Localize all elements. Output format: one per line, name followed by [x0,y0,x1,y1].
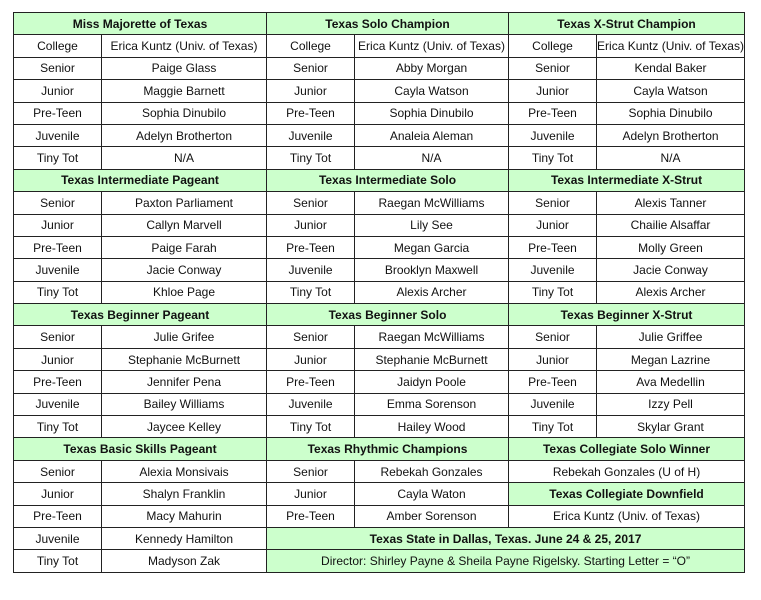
table-row [14,214,745,236]
winner-cell: Lily See [355,214,509,236]
winner-cell: Erica Kuntz (Univ. of Texas) [509,505,745,527]
winner-cell: Alexis Archer [355,281,509,303]
winner-cell: Rebekah Gonzales [355,460,509,482]
section-header: Texas Rhythmic Champions [267,438,509,460]
winner-cell: Paxton Parliament [102,192,267,214]
event-title: Texas State in Dallas, Texas. June 24 & 25, 2017 [267,527,745,549]
winner-cell: Paige Farah [102,236,267,258]
table-row [14,102,745,124]
category-cell: Junior [267,80,355,102]
category-cell: Pre-Teen [267,236,355,258]
winner-cell: Megan Garcia [355,236,509,258]
winner-cell: Alexia Monsivais [102,460,267,482]
category-cell: Tiny Tot [267,281,355,303]
category-cell: College [509,35,597,57]
table-row [14,80,745,102]
category-cell: Tiny Tot [14,550,102,572]
category-cell: Junior [267,483,355,505]
category-cell: Pre-Teen [14,102,102,124]
winner-cell: Rebekah Gonzales (U of H) [509,460,745,482]
category-cell: Pre-Teen [267,505,355,527]
category-cell: Junior [14,214,102,236]
table-row [14,13,745,35]
category-cell: Pre-Teen [14,371,102,393]
category-cell: Pre-Teen [509,236,597,258]
winner-cell: N/A [355,147,509,169]
directors-note: Director: Shirley Payne & Sheila Payne Rigelsky. Starting Letter = “O” [267,550,745,572]
section-header: Texas Intermediate X-Strut [509,169,745,191]
category-cell: Junior [267,214,355,236]
winner-cell: Callyn Marvell [102,214,267,236]
category-cell: Juvenile [14,124,102,146]
category-cell: Tiny Tot [509,416,597,438]
section-header: Miss Majorette of Texas [14,13,267,35]
category-cell: Senior [267,192,355,214]
results-table [13,12,745,573]
winner-cell: Sophia Dinubilo [355,102,509,124]
category-cell: Tiny Tot [267,147,355,169]
category-cell: Juvenile [14,259,102,281]
section-header: Texas Collegiate Solo Winner [509,438,745,460]
table-row [14,416,745,438]
winner-cell: Madyson Zak [102,550,267,572]
table-row [14,236,745,258]
section-header: Texas Beginner Pageant [14,304,267,326]
section-header: Texas Solo Champion [267,13,509,35]
winner-cell: Macy Mahurin [102,505,267,527]
winner-cell: Adelyn Brotherton [597,124,745,146]
winner-cell: Emma Sorenson [355,393,509,415]
category-cell: Juvenile [14,393,102,415]
category-cell: Tiny Tot [14,281,102,303]
category-cell: Junior [509,348,597,370]
table-row [14,550,745,572]
table-row [14,483,745,505]
winner-cell: Hailey Wood [355,416,509,438]
section-header: Texas Collegiate Downfield [509,483,745,505]
category-cell: Senior [267,57,355,79]
table-row [14,259,745,281]
winner-cell: Alexis Archer [597,281,745,303]
category-cell: Senior [14,57,102,79]
winner-cell: Raegan McWilliams [355,326,509,348]
category-cell: Pre-Teen [14,505,102,527]
winner-cell: N/A [102,147,267,169]
winner-cell: Cayla Waton [355,483,509,505]
winner-cell: Molly Green [597,236,745,258]
category-cell: Juvenile [267,124,355,146]
winner-cell: Ava Medellin [597,371,745,393]
category-cell: Junior [14,80,102,102]
section-header: Texas Intermediate Pageant [14,169,267,191]
category-cell: Juvenile [267,259,355,281]
winner-cell: Jaidyn Poole [355,371,509,393]
winner-cell: Kennedy Hamilton [102,527,267,549]
winner-cell: Erica Kuntz (Univ. of Texas) [102,35,267,57]
category-cell: Senior [267,326,355,348]
category-cell: Senior [14,460,102,482]
table-row [14,460,745,482]
category-cell: Junior [509,80,597,102]
section-header: Texas Beginner Solo [267,304,509,326]
winner-cell: Cayla Watson [597,80,745,102]
category-cell: Junior [267,348,355,370]
winner-cell: Jaycee Kelley [102,416,267,438]
table-row [14,326,745,348]
winner-cell: Maggie Barnett [102,80,267,102]
winner-cell: Kendal Baker [597,57,745,79]
table-row [14,281,745,303]
winner-cell: Raegan McWilliams [355,192,509,214]
category-cell: Juvenile [14,527,102,549]
category-cell: Junior [509,214,597,236]
table-row [14,124,745,146]
category-cell: Senior [14,326,102,348]
table-row [14,304,745,326]
table-row [14,438,745,460]
winner-cell: Megan Lazrine [597,348,745,370]
winner-cell: Izzy Pell [597,393,745,415]
table-row [14,527,745,549]
category-cell: Juvenile [509,259,597,281]
winner-cell: Paige Glass [102,57,267,79]
section-header: Texas X-Strut Champion [509,13,745,35]
category-cell: Tiny Tot [267,416,355,438]
category-cell: Pre-Teen [509,102,597,124]
table-row [14,393,745,415]
winner-cell: Erica Kuntz (Univ. of Texas) [355,35,509,57]
category-cell: Senior [509,192,597,214]
category-cell: Senior [509,57,597,79]
category-cell: Juvenile [509,124,597,146]
table-row [14,371,745,393]
category-cell: College [267,35,355,57]
table-row [14,147,745,169]
winner-cell: Cayla Watson [355,80,509,102]
winner-cell: Abby Morgan [355,57,509,79]
category-cell: Tiny Tot [509,281,597,303]
table-row [14,169,745,191]
winner-cell: Julie Griffee [597,326,745,348]
category-cell: Senior [267,460,355,482]
table-row [14,192,745,214]
category-cell: Senior [14,192,102,214]
category-cell: Juvenile [509,393,597,415]
winner-cell: Khloe Page [102,281,267,303]
section-header: Texas Intermediate Solo [267,169,509,191]
section-header: Texas Basic Skills Pageant [14,438,267,460]
winner-cell: Stephanie McBurnett [102,348,267,370]
table-row [14,505,745,527]
winner-cell: Adelyn Brotherton [102,124,267,146]
winner-cell: Stephanie McBurnett [355,348,509,370]
table-row [14,348,745,370]
category-cell: Junior [14,348,102,370]
category-cell: Pre-Teen [267,371,355,393]
winner-cell: Alexis Tanner [597,192,745,214]
results-sheet [13,12,744,587]
category-cell: Pre-Teen [14,236,102,258]
winner-cell: Shalyn Franklin [102,483,267,505]
category-cell: Juvenile [267,393,355,415]
category-cell: Pre-Teen [509,371,597,393]
winner-cell: Jacie Conway [102,259,267,281]
winner-cell: Jacie Conway [597,259,745,281]
winner-cell: Chailie Alsaffar [597,214,745,236]
winner-cell: Bailey Williams [102,393,267,415]
winner-cell: Amber Sorenson [355,505,509,527]
winner-cell: Jennifer Pena [102,371,267,393]
winner-cell: Skylar Grant [597,416,745,438]
section-header: Texas Beginner X-Strut [509,304,745,326]
winner-cell: Erica Kuntz (Univ. of Texas) [597,35,745,57]
category-cell: Tiny Tot [14,147,102,169]
table-row [14,57,745,79]
winner-cell: Julie Grifee [102,326,267,348]
category-cell: Tiny Tot [14,416,102,438]
winner-cell: Brooklyn Maxwell [355,259,509,281]
winner-cell: Sophia Dinubilo [597,102,745,124]
category-cell: Tiny Tot [509,147,597,169]
category-cell: Junior [14,483,102,505]
category-cell: College [14,35,102,57]
category-cell: Pre-Teen [267,102,355,124]
table-row [14,35,745,57]
winner-cell: N/A [597,147,745,169]
winner-cell: Analeia Aleman [355,124,509,146]
winner-cell: Sophia Dinubilo [102,102,267,124]
category-cell: Senior [509,326,597,348]
